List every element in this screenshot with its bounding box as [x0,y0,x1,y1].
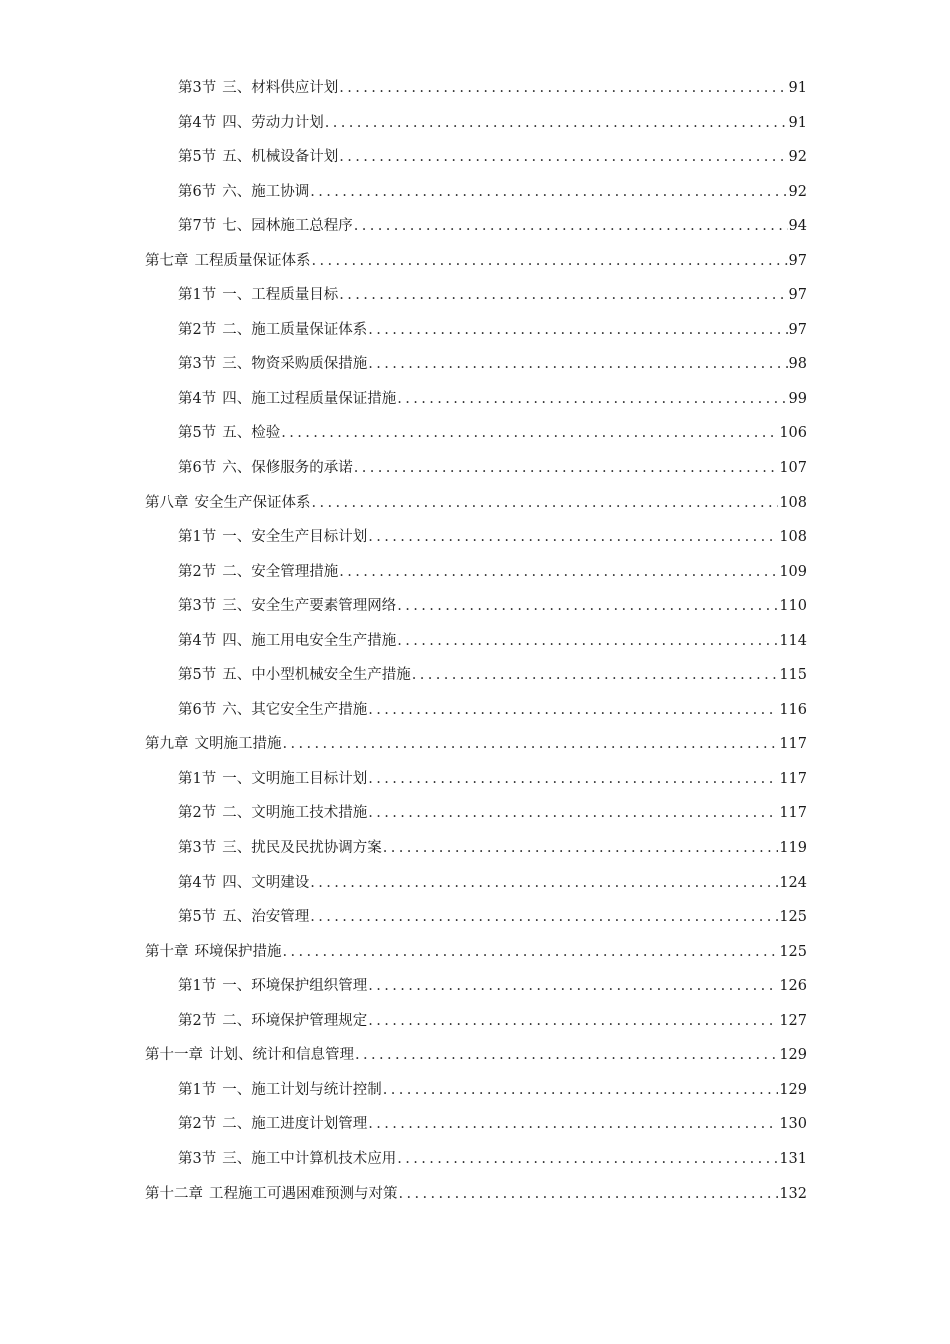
toc-entry-page: 97 [788,252,807,269]
toc-entry-page: 98 [788,356,807,373]
toc-entry-title [178,664,411,686]
dot-leader [283,733,779,755]
dot-leader [354,457,779,479]
toc-entry-text: 二、施工质量保证体系 [222,321,368,338]
dot-leader [397,388,787,410]
toc-entry-title [178,906,309,928]
toc-entry-text: 五、机械设备计划 [222,149,339,166]
toc-section-entry[interactable] [145,768,807,803]
toc-entry-title [178,1113,367,1135]
toc-entry-number: 第十二章 [145,1185,203,1202]
dot-leader [339,284,787,306]
toc-entry-page: 125 [779,909,807,926]
toc-entry-title [145,492,311,514]
toc-entry-number: 第1节 [178,529,217,546]
toc-section-entry[interactable] [145,457,807,492]
toc-entry-page: 130 [779,1116,807,1133]
dot-leader [397,630,778,652]
toc-entry-title [178,802,367,824]
toc-entry-text: 三、安全生产要素管理网络 [222,598,397,615]
toc-entry-page: 119 [779,840,807,857]
toc-entry-title [178,630,396,652]
toc-entry-page: 131 [779,1150,807,1167]
toc-entry-text: 四、施工用电安全生产措施 [222,632,397,649]
toc-entry-number: 第2节 [178,1116,217,1133]
toc-chapter-entry[interactable] [145,250,807,285]
toc-entry-title [178,77,338,99]
toc-entry-title [145,941,282,963]
dot-leader [397,1148,778,1170]
toc-entry-page: 91 [788,114,807,131]
toc-section-entry[interactable] [145,630,807,665]
toc-entry-text: 安全生产保证体系 [194,494,311,511]
dot-leader [368,699,778,721]
toc-section-entry[interactable] [145,388,807,423]
toc-entry-number: 第7节 [178,218,217,235]
toc-entry-title [178,1148,396,1170]
toc-entry-page: 91 [788,80,807,96]
toc-section-entry[interactable] [145,802,807,837]
toc-entry-text: 五、治安管理 [222,909,310,926]
dot-leader [312,492,779,514]
dot-leader [383,1079,779,1101]
toc-entry-page: 107 [779,460,807,477]
toc-entry-number: 第1节 [178,1081,217,1098]
toc-entry-title [178,1010,367,1032]
toc-section-entry[interactable] [145,319,807,354]
toc-section-entry[interactable] [145,215,807,250]
toc-entry-number: 第4节 [178,632,217,649]
toc-entry-page: 117 [779,736,807,753]
dot-leader [312,250,788,272]
toc-section-entry[interactable] [145,595,807,630]
toc-chapter-entry[interactable] [145,492,807,527]
dot-leader [339,561,778,583]
toc-entry-text: 三、施工中计算机技术应用 [222,1150,397,1167]
toc-entry-page: 124 [779,874,807,891]
dot-leader [310,872,778,894]
table-of-contents [145,77,807,1217]
toc-entry-text: 五、检验 [222,425,281,442]
toc-entry-text: 五、中小型机械安全生产措施 [222,667,411,684]
toc-entry-number: 第2节 [178,805,217,822]
toc-entry-text: 四、施工过程质量保证措施 [222,390,397,407]
toc-entry-page: 106 [779,425,807,442]
toc-entry-page: 126 [779,978,807,995]
toc-entry-text: 一、工程质量目标 [222,287,339,304]
toc-entry-title [178,457,353,479]
toc-entry-title [178,112,324,134]
dot-leader [397,595,778,617]
toc-entry-number: 第九章 [145,736,189,753]
toc-entry-number: 第6节 [178,701,217,718]
toc-entry-number: 第七章 [145,252,189,269]
toc-entry-number: 第1节 [178,978,217,995]
dot-leader [355,1044,778,1066]
toc-entry-title [178,595,396,617]
toc-entry-title [178,1079,382,1101]
toc-section-entry[interactable] [145,526,807,561]
toc-section-entry[interactable] [145,1010,807,1045]
toc-entry-text: 一、安全生产目标计划 [222,529,368,546]
toc-section-entry[interactable] [145,872,807,907]
toc-entry-title [178,388,396,410]
toc-entry-text: 工程质量保证体系 [194,252,311,269]
toc-entry-page: 132 [779,1185,807,1202]
toc-entry-number: 第6节 [178,183,217,200]
toc-section-entry[interactable] [145,284,807,319]
toc-entry-page: 117 [779,770,807,787]
dot-leader [368,975,778,997]
toc-entry-number: 第2节 [178,563,217,580]
toc-section-entry[interactable] [145,1079,807,1114]
toc-entry-text: 二、文明施工技术措施 [222,805,368,822]
toc-section-entry[interactable] [145,181,807,216]
dot-leader [310,181,787,203]
dot-leader [368,768,778,790]
toc-entry-page: 115 [779,667,807,684]
toc-entry-text: 文明施工措施 [194,736,282,753]
dot-leader [368,1010,778,1032]
dot-leader [310,906,778,928]
dot-leader [339,146,787,168]
toc-entry-page: 129 [779,1081,807,1098]
toc-section-entry[interactable] [145,664,807,699]
toc-entry-number: 第4节 [178,114,217,131]
toc-entry-text: 一、施工计划与统计控制 [222,1081,382,1098]
toc-entry-number: 第3节 [178,356,217,373]
toc-entry-title [178,837,382,859]
toc-entry-title [178,215,353,237]
toc-section-entry[interactable] [145,146,807,181]
toc-entry-text: 六、保修服务的承诺 [222,460,353,477]
toc-section-entry[interactable] [145,77,807,112]
toc-entry-number: 第1节 [178,770,217,787]
toc-entry-title [178,353,367,375]
toc-section-entry[interactable] [145,699,807,734]
dot-leader [354,215,788,237]
toc-entry-title [178,975,367,997]
toc-entry-number: 第十一章 [145,1047,203,1064]
toc-entry-text: 四、劳动力计划 [222,114,324,131]
dot-leader [383,837,779,859]
toc-entry-number: 第4节 [178,390,217,407]
toc-chapter-entry[interactable] [145,1183,807,1218]
toc-entry-text: 一、环境保护组织管理 [222,978,368,995]
toc-entry-number: 第3节 [178,840,217,857]
toc-entry-page: 110 [779,598,807,615]
toc-entry-text: 二、施工进度计划管理 [222,1116,368,1133]
toc-entry-text: 三、材料供应计划 [222,80,339,96]
toc-entry-number: 第5节 [178,425,217,442]
toc-entry-title [178,768,367,790]
toc-entry-number: 第1节 [178,287,217,304]
toc-entry-text: 计划、统计和信息管理 [209,1047,354,1064]
toc-section-entry[interactable] [145,422,807,457]
toc-entry-number: 第十章 [145,943,189,960]
toc-section-entry[interactable] [145,112,807,147]
toc-entry-page: 99 [788,390,807,407]
toc-entry-title [178,872,309,894]
dot-leader [281,422,778,444]
toc-section-entry[interactable] [145,561,807,596]
dot-leader [368,353,787,375]
toc-entry-page: 92 [788,183,807,200]
dot-leader [368,1113,778,1135]
toc-entry-text: 六、施工协调 [222,183,310,200]
toc-chapter-entry[interactable] [145,733,807,768]
toc-entry-number: 第3节 [178,1150,217,1167]
toc-entry-page: 117 [779,805,807,822]
toc-entry-title [178,181,309,203]
toc-entry-page: 109 [779,563,807,580]
toc-entry-text: 六、其它安全生产措施 [222,701,368,718]
toc-entry-title [178,319,367,341]
toc-chapter-entry[interactable] [145,941,807,976]
dot-leader [339,77,787,99]
toc-entry-text: 二、安全管理措施 [222,563,339,580]
toc-entry-page: 125 [779,943,807,960]
toc-entry-number: 第3节 [178,80,217,96]
toc-entry-page: 108 [779,494,807,511]
toc-entry-text: 一、文明施工目标计划 [222,770,368,787]
toc-entry-text: 环境保护措施 [194,943,282,960]
dot-leader [325,112,788,134]
toc-entry-title [178,699,367,721]
dot-leader [399,1183,779,1205]
toc-entry-page: 127 [779,1012,807,1029]
toc-entry-title [178,284,338,306]
toc-entry-title [178,422,280,444]
toc-entry-number: 第4节 [178,874,217,891]
toc-entry-number: 第2节 [178,321,217,338]
toc-entry-number: 第八章 [145,494,189,511]
toc-entry-number: 第5节 [178,909,217,926]
toc-entry-page: 114 [779,632,807,649]
toc-chapter-entry[interactable] [145,1044,807,1079]
toc-entry-page: 94 [788,218,807,235]
toc-entry-number: 第5节 [178,149,217,166]
toc-section-entry[interactable] [145,975,807,1010]
toc-section-entry[interactable] [145,1148,807,1183]
toc-entry-title [178,561,338,583]
toc-entry-number: 第2节 [178,1012,217,1029]
toc-entry-page: 97 [788,287,807,304]
toc-entry-number: 第6节 [178,460,217,477]
dot-leader [368,319,787,341]
dot-leader [283,941,779,963]
toc-entry-page: 129 [779,1047,807,1064]
toc-section-entry[interactable] [145,837,807,872]
toc-entry-title [145,1044,354,1066]
toc-entry-title [178,146,338,168]
toc-section-entry[interactable] [145,906,807,941]
toc-entry-title [145,1183,398,1205]
toc-entry-title [145,733,282,755]
toc-entry-number: 第5节 [178,667,217,684]
toc-entry-page: 108 [779,529,807,546]
toc-entry-text: 三、物资采购质保措施 [222,356,368,373]
toc-entry-text: 三、扰民及民扰协调方案 [222,840,382,857]
toc-section-entry[interactable] [145,353,807,388]
dot-leader [412,664,779,686]
dot-leader [368,526,778,548]
toc-entry-page: 116 [779,701,807,718]
toc-entry-page: 97 [788,321,807,338]
toc-entry-text: 二、环境保护管理规定 [222,1012,368,1029]
toc-entry-title [145,250,311,272]
toc-entry-text: 四、文明建设 [222,874,310,891]
toc-entry-text: 工程施工可遇困难预测与对策 [209,1185,398,1202]
toc-entry-text: 七、园林施工总程序 [222,218,353,235]
dot-leader [368,802,778,824]
toc-entry-number: 第3节 [178,598,217,615]
toc-entry-page: 92 [788,149,807,166]
toc-section-entry[interactable] [145,1113,807,1148]
toc-entry-title [178,526,367,548]
